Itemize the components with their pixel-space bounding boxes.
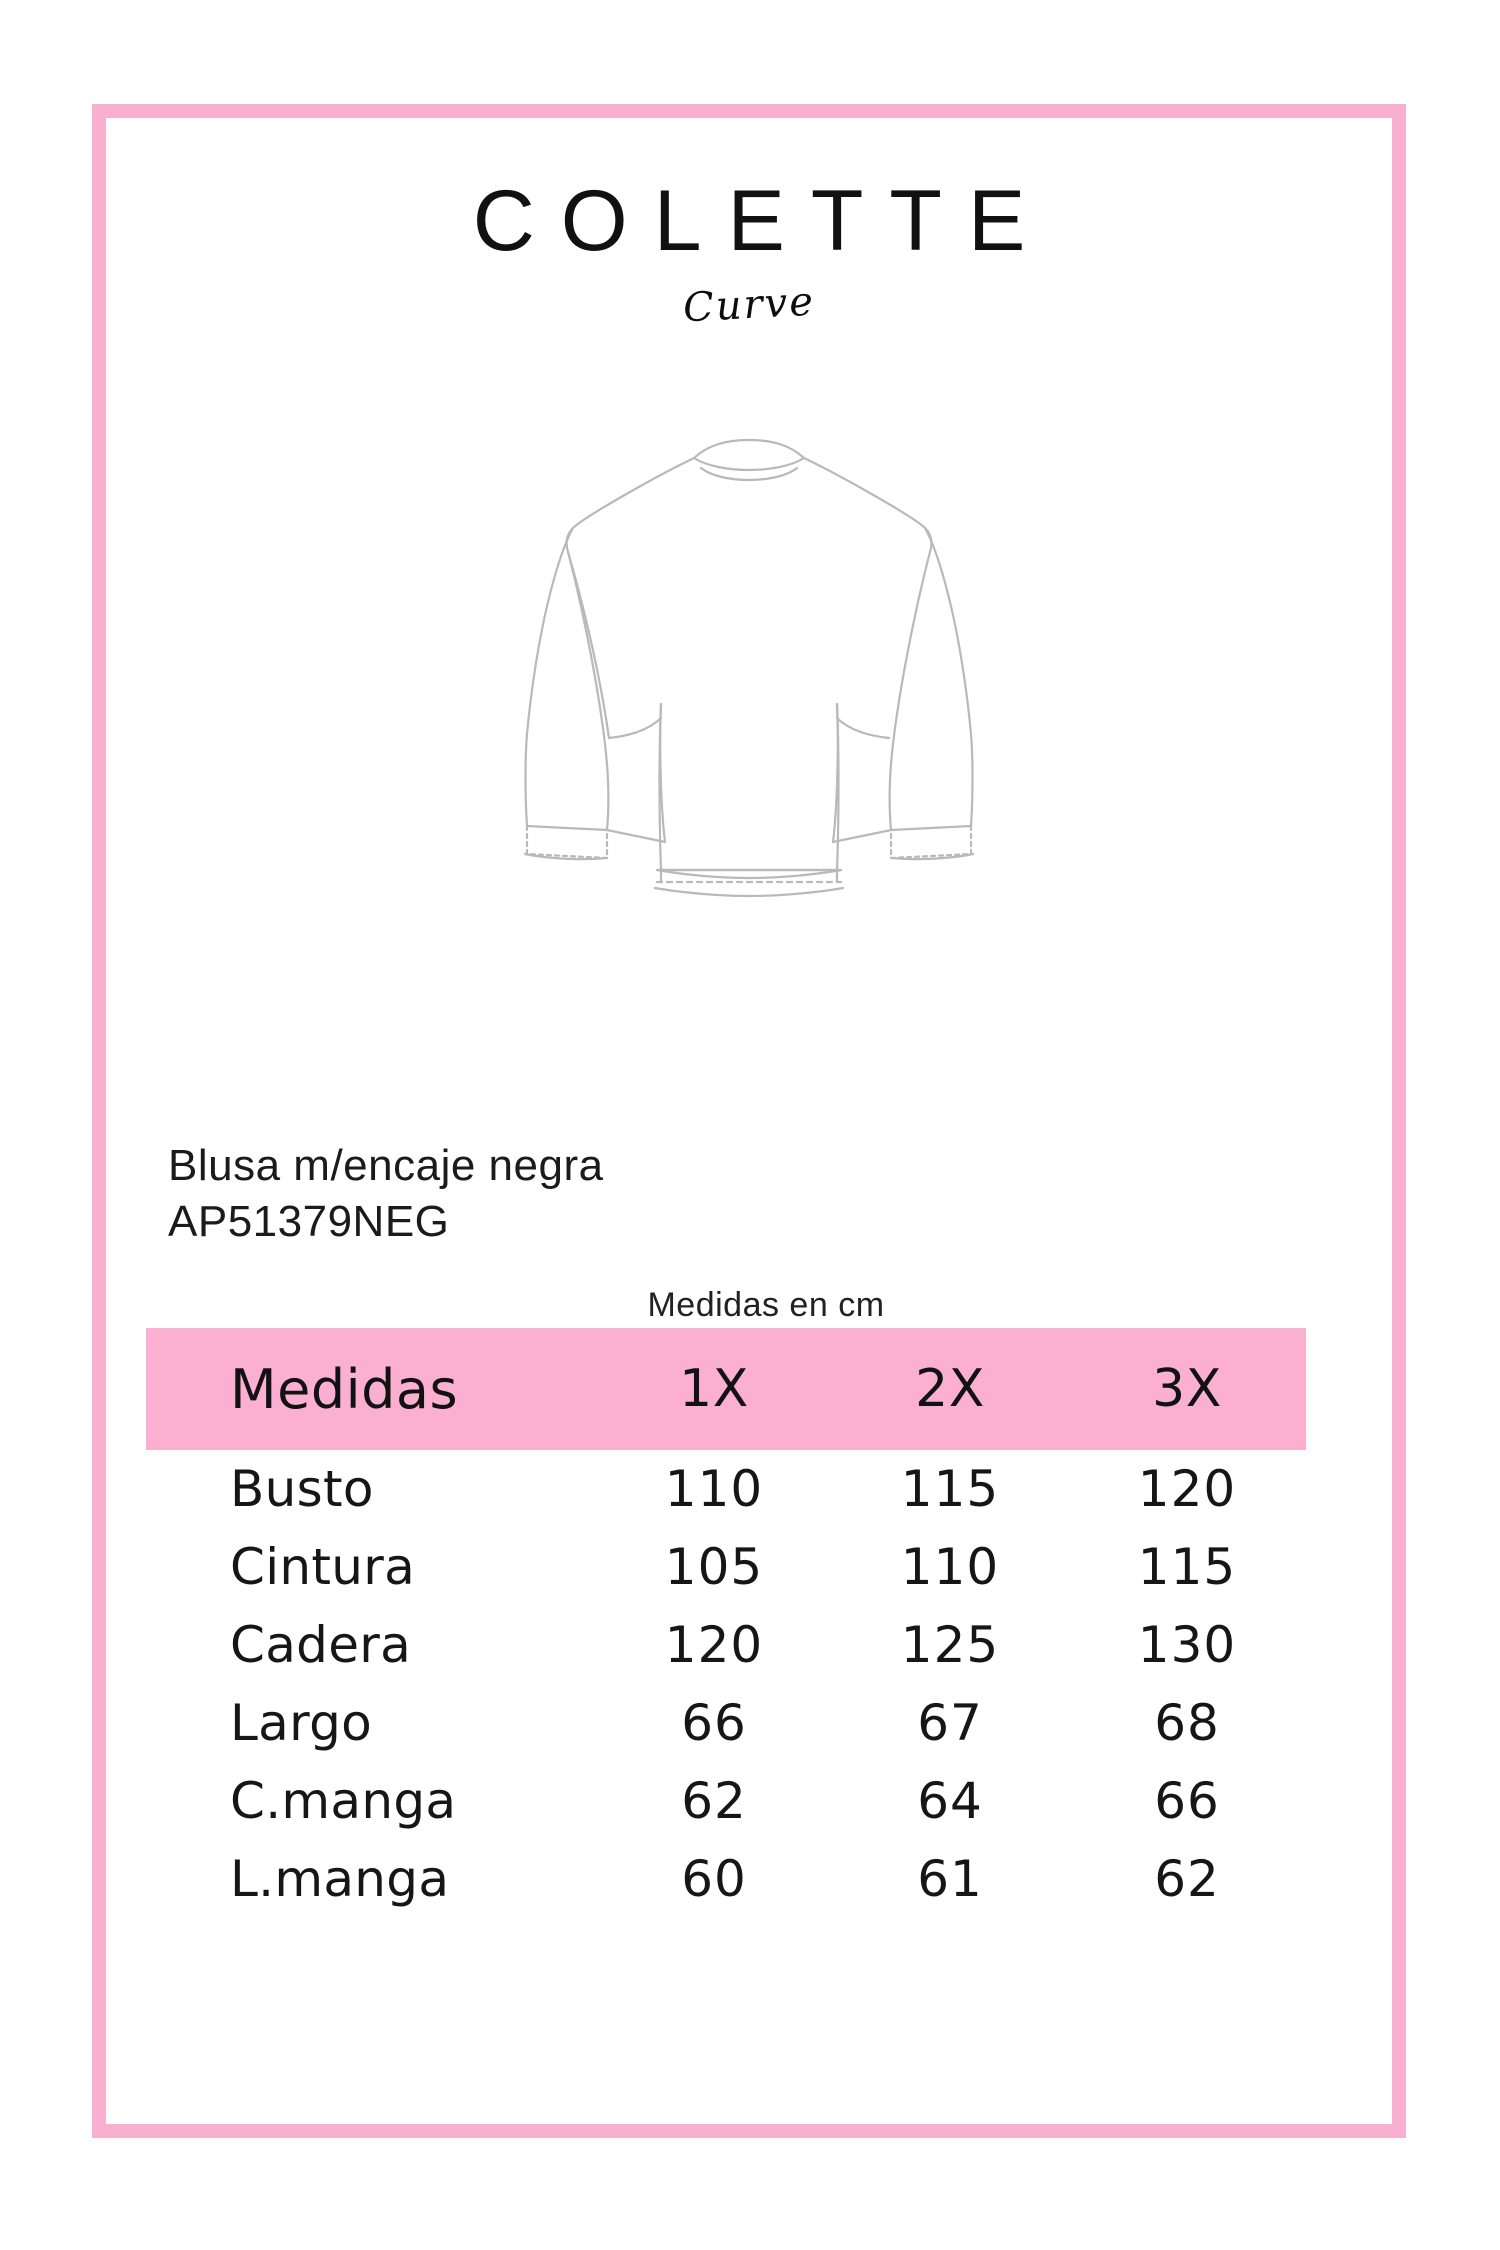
header-size-1x: 1X bbox=[679, 1359, 749, 1419]
cmanga-1x: 62 bbox=[681, 1772, 747, 1830]
largo-1x: 66 bbox=[681, 1694, 747, 1752]
busto-1x: 110 bbox=[664, 1460, 764, 1518]
cintura-2x: 110 bbox=[900, 1538, 1000, 1596]
brand-name: COLETTE bbox=[472, 173, 1052, 269]
size-table-head bbox=[146, 1328, 1306, 1450]
row-label-cintura: Cintura bbox=[230, 1538, 416, 1596]
long-sleeve-top-technical-drawing bbox=[469, 418, 1029, 1018]
table-row bbox=[146, 1684, 1306, 1762]
lmanga-3x: 62 bbox=[1154, 1850, 1220, 1908]
size-table-wrapper bbox=[146, 1286, 1306, 1918]
cmanga-3x: 66 bbox=[1154, 1772, 1220, 1830]
lmanga-1x: 60 bbox=[681, 1850, 747, 1908]
row-label-cmanga: C.manga bbox=[230, 1772, 457, 1830]
cintura-3x: 115 bbox=[1137, 1538, 1237, 1596]
busto-3x: 120 bbox=[1137, 1460, 1237, 1518]
cmanga-2x: 64 bbox=[917, 1772, 983, 1830]
brand-block bbox=[106, 173, 1392, 332]
units-note: Medidas en cm bbox=[647, 1286, 885, 1324]
cintura-1x: 105 bbox=[664, 1538, 764, 1596]
row-label-largo: Largo bbox=[230, 1694, 373, 1752]
product-info bbox=[168, 1138, 604, 1251]
busto-2x: 115 bbox=[900, 1460, 1000, 1518]
cadera-3x: 130 bbox=[1137, 1616, 1237, 1674]
header-size-3x: 3X bbox=[1152, 1359, 1222, 1419]
row-label-busto: Busto bbox=[230, 1460, 374, 1518]
garment-illustration bbox=[469, 418, 1029, 1018]
table-row bbox=[146, 1840, 1306, 1918]
cadera-2x: 125 bbox=[900, 1616, 1000, 1674]
lmanga-2x: 61 bbox=[917, 1850, 983, 1908]
size-table bbox=[146, 1328, 1306, 1918]
largo-3x: 68 bbox=[1154, 1694, 1220, 1752]
header-size-2x: 2X bbox=[915, 1359, 985, 1419]
largo-2x: 67 bbox=[917, 1694, 983, 1752]
product-description: Blusa m/encaje negra bbox=[168, 1141, 604, 1190]
pink-border-frame bbox=[92, 104, 1406, 2138]
size-table-body bbox=[146, 1450, 1306, 1918]
table-header-row bbox=[146, 1328, 1306, 1450]
row-label-lmanga: L.manga bbox=[230, 1850, 450, 1908]
brand-sub-label: Curve bbox=[681, 278, 816, 332]
table-row bbox=[146, 1450, 1306, 1528]
table-row bbox=[146, 1762, 1306, 1840]
header-measures: Medidas bbox=[230, 1357, 459, 1421]
row-label-cadera: Cadera bbox=[230, 1616, 412, 1674]
cadera-1x: 120 bbox=[664, 1616, 764, 1674]
table-row bbox=[146, 1606, 1306, 1684]
table-row bbox=[146, 1528, 1306, 1606]
product-code: AP51379NEG bbox=[168, 1197, 450, 1247]
